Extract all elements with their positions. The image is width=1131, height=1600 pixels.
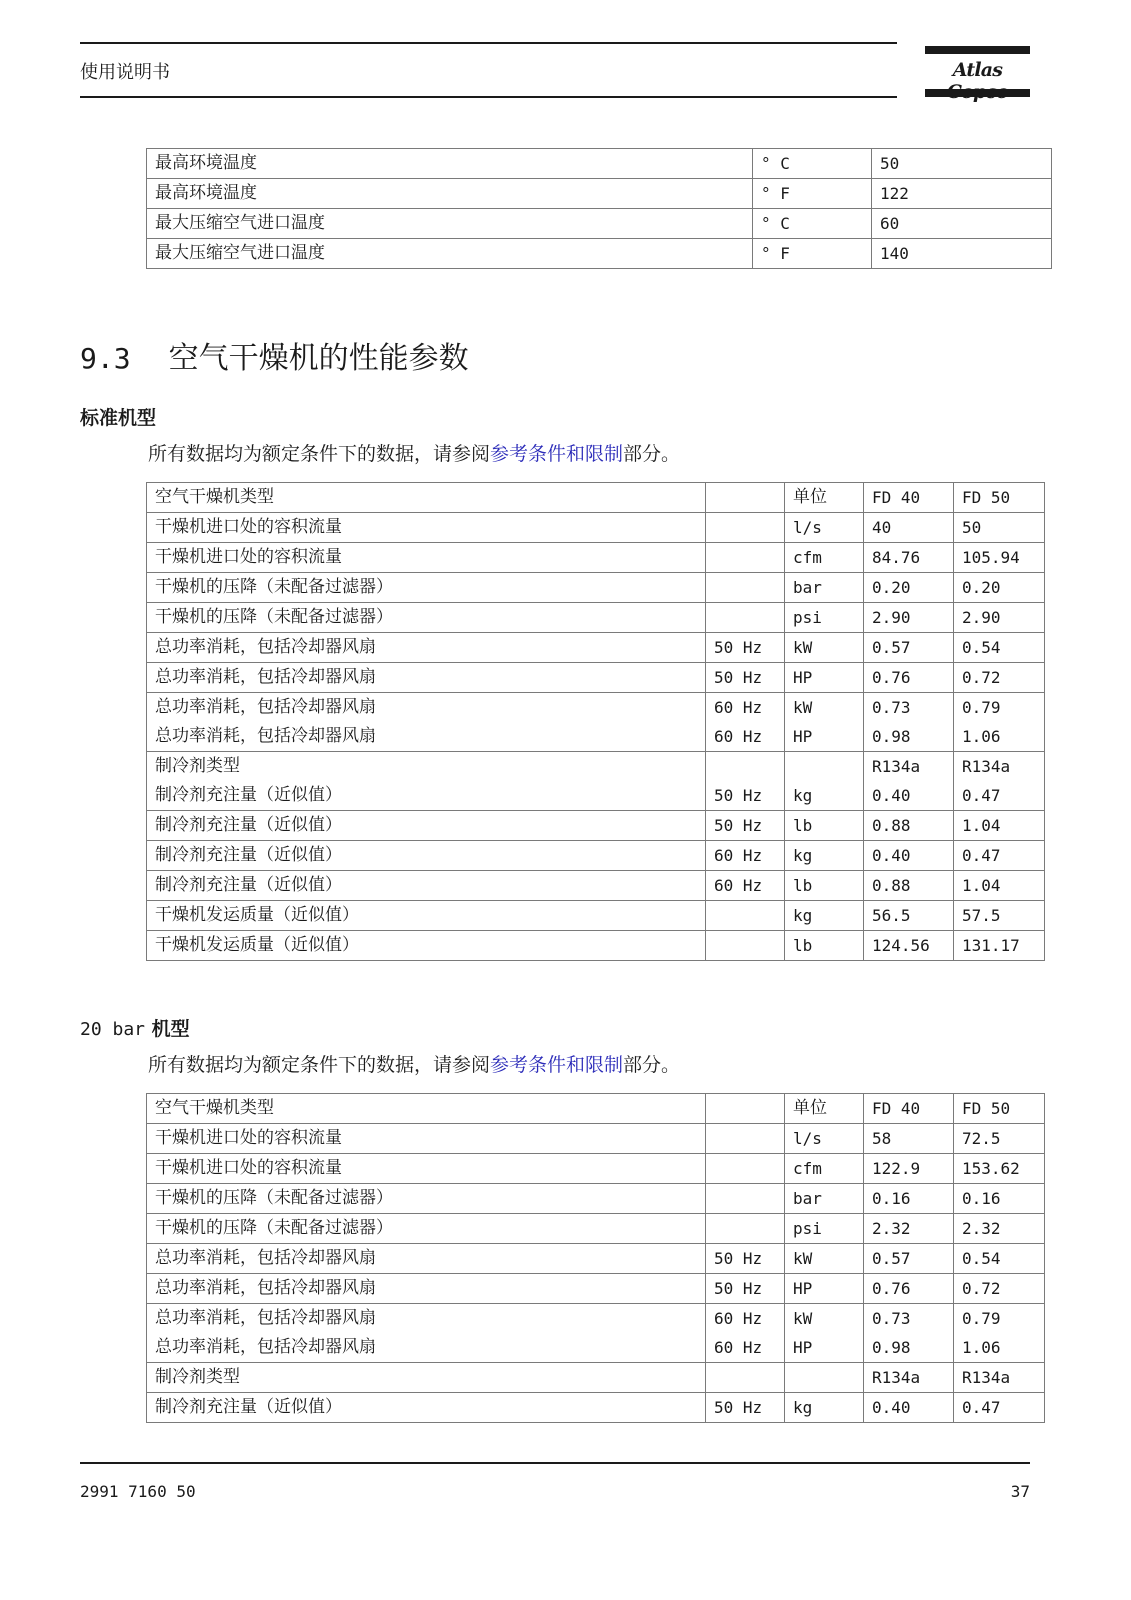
fd40-value-cell: FD 40 <box>864 1094 954 1124</box>
parameter-cell: 干燥机进口处的容积流量 <box>147 1124 706 1154</box>
fd50-value-cell: 57.5 <box>954 901 1045 931</box>
fd40-value-cell: 0.40 <box>864 841 954 871</box>
unit-cell: kg <box>785 781 864 811</box>
unit-cell: kg <box>785 841 864 871</box>
table-row <box>147 931 1045 961</box>
parameter-cell: 最高环境温度 <box>147 179 753 209</box>
env-temperature-table <box>146 148 1052 269</box>
unit-cell: HP <box>785 1333 864 1363</box>
frequency-cell: 50 Hz <box>706 633 785 663</box>
parameter-cell: 最高环境温度 <box>147 149 753 179</box>
frequency-cell <box>706 513 785 543</box>
parameter-cell: 制冷剂充注量（近似值） <box>147 871 706 901</box>
table-row <box>147 781 1045 811</box>
logo-wordmark: Atlas <box>952 59 1003 81</box>
table-row <box>147 752 1045 782</box>
unit-cell: 单位 <box>785 1094 864 1124</box>
fd50-value-cell: 2.32 <box>954 1214 1045 1244</box>
unit-cell: HP <box>785 663 864 693</box>
fd50-value-cell: 0.54 <box>954 633 1045 663</box>
parameter-cell: 制冷剂类型 <box>147 752 706 782</box>
bar20-heading-prefix: 20 bar <box>80 1019 146 1040</box>
bar20-heading-suffix: 机型 <box>145 1018 190 1040</box>
unit-cell: ° F <box>753 179 872 209</box>
table-row <box>147 603 1045 633</box>
unit-cell: ° C <box>753 149 872 179</box>
frequency-cell <box>706 603 785 633</box>
unit-cell: bar <box>785 1184 864 1214</box>
fd50-value-cell: 0.47 <box>954 1393 1045 1423</box>
fd40-value-cell: 0.76 <box>864 663 954 693</box>
table-row <box>147 811 1045 841</box>
frequency-cell <box>706 1124 785 1154</box>
frequency-cell: 50 Hz <box>706 1274 785 1304</box>
value-cell: 60 <box>872 209 1052 239</box>
section-number: 9.3 <box>80 342 131 375</box>
unit-cell: 单位 <box>785 483 864 513</box>
fd40-value-cell: 0.98 <box>864 722 954 752</box>
value-cell: 122 <box>872 179 1052 209</box>
document-title: 使用说明书 <box>80 62 170 83</box>
fd40-value-cell: R134a <box>864 1363 954 1393</box>
table-row <box>147 483 1045 513</box>
unit-cell: cfm <box>785 1154 864 1184</box>
fd50-value-cell: R134a <box>954 752 1045 782</box>
unit-cell: psi <box>785 1214 864 1244</box>
fd50-value-cell: 0.79 <box>954 693 1045 723</box>
document-number: 2991 7160 50 <box>80 1482 196 1501</box>
parameter-cell: 干燥机的压降（未配备过滤器） <box>147 1214 706 1244</box>
parameter-cell: 干燥机进口处的容积流量 <box>147 543 706 573</box>
parameter-cell: 总功率消耗，包括冷却器风扇 <box>147 633 706 663</box>
frequency-cell <box>706 483 785 513</box>
unit-cell: kW <box>785 633 864 663</box>
fd40-value-cell: 2.90 <box>864 603 954 633</box>
table-row <box>147 1274 1045 1304</box>
parameter-cell: 总功率消耗，包括冷却器风扇 <box>147 722 706 752</box>
note-text-end: 部分。 <box>623 443 681 465</box>
fd40-value-cell: 0.20 <box>864 573 954 603</box>
value-cell: 50 <box>872 149 1052 179</box>
table-row <box>147 1363 1045 1393</box>
note-text: 所有数据均为额定条件下的数据，请参阅 <box>148 443 491 465</box>
standard-performance-table <box>146 482 1045 961</box>
table-row <box>147 663 1045 693</box>
parameter-cell: 制冷剂充注量（近似值） <box>147 781 706 811</box>
table-row <box>147 1124 1045 1154</box>
frequency-cell <box>706 1214 785 1244</box>
fd40-value-cell: 0.88 <box>864 871 954 901</box>
fd50-value-cell: 1.06 <box>954 1333 1045 1363</box>
section-heading <box>80 333 469 377</box>
table-row <box>147 1304 1045 1334</box>
frequency-cell: 60 Hz <box>706 722 785 752</box>
fd40-value-cell: 0.76 <box>864 1274 954 1304</box>
frequency-cell <box>706 931 785 961</box>
unit-cell <box>785 752 864 782</box>
frequency-cell: 60 Hz <box>706 1333 785 1363</box>
parameter-cell: 干燥机的压降（未配备过滤器） <box>147 603 706 633</box>
parameter-cell: 空气干燥机类型 <box>147 1094 706 1124</box>
unit-cell: l/s <box>785 513 864 543</box>
fd50-value-cell: 0.79 <box>954 1304 1045 1334</box>
unit-cell: kg <box>785 901 864 931</box>
table-row <box>147 1393 1045 1423</box>
frequency-cell <box>706 1363 785 1393</box>
table-row <box>147 1244 1045 1274</box>
parameter-cell: 干燥机发运质量（近似值） <box>147 901 706 931</box>
fd50-value-cell: 0.47 <box>954 841 1045 871</box>
fd50-value-cell: 0.72 <box>954 1274 1045 1304</box>
fd40-value-cell: 122.9 <box>864 1154 954 1184</box>
table-row <box>147 543 1045 573</box>
fd40-value-cell: FD 40 <box>864 483 954 513</box>
page-number: 37 <box>1010 1482 1030 1501</box>
fd40-value-cell: 0.57 <box>864 1244 954 1274</box>
table-row <box>147 633 1045 663</box>
parameter-cell: 总功率消耗，包括冷却器风扇 <box>147 1274 706 1304</box>
table-row <box>147 513 1045 543</box>
parameter-cell: 制冷剂充注量（近似值） <box>147 841 706 871</box>
table-row <box>147 1154 1045 1184</box>
parameter-cell: 总功率消耗，包括冷却器风扇 <box>147 663 706 693</box>
frequency-cell: 60 Hz <box>706 693 785 723</box>
value-cell: 140 <box>872 239 1052 269</box>
fd40-value-cell: 0.16 <box>864 1184 954 1214</box>
fd40-value-cell: 0.40 <box>864 1393 954 1423</box>
fd40-value-cell: 0.98 <box>864 1333 954 1363</box>
parameter-cell: 总功率消耗，包括冷却器风扇 <box>147 1244 706 1274</box>
frequency-cell <box>706 1154 785 1184</box>
parameter-cell: 干燥机进口处的容积流量 <box>147 513 706 543</box>
section-title: 空气干燥机的性能参数 <box>168 341 469 376</box>
atlas-copco-logo <box>925 46 1030 98</box>
header-rule-bottom <box>80 96 897 98</box>
reference-conditions-link[interactable]: 参考条件和限制 <box>490 1054 624 1076</box>
unit-cell: ° C <box>753 209 872 239</box>
note-text-end: 部分。 <box>623 1054 681 1076</box>
unit-cell: cfm <box>785 543 864 573</box>
standard-model-note <box>148 439 680 466</box>
unit-cell: kW <box>785 1244 864 1274</box>
table-row <box>147 841 1045 871</box>
frequency-cell <box>706 752 785 782</box>
frequency-cell: 60 Hz <box>706 841 785 871</box>
table-row <box>147 1184 1045 1214</box>
fd50-value-cell: R134a <box>954 1363 1045 1393</box>
fd50-value-cell: 1.06 <box>954 722 1045 752</box>
fd40-value-cell: 40 <box>864 513 954 543</box>
parameter-cell: 干燥机的压降（未配备过滤器） <box>147 1184 706 1214</box>
frequency-cell <box>706 1094 785 1124</box>
header-rule-top <box>80 42 897 44</box>
parameter-cell: 最大压缩空气进口温度 <box>147 239 753 269</box>
fd50-value-cell: 50 <box>954 513 1045 543</box>
fd50-value-cell: 72.5 <box>954 1124 1045 1154</box>
standard-model-heading: 标准机型 <box>80 407 157 429</box>
unit-cell: kW <box>785 693 864 723</box>
parameter-cell: 制冷剂类型 <box>147 1363 706 1393</box>
fd50-value-cell: 1.04 <box>954 871 1045 901</box>
unit-cell: kg <box>785 1393 864 1423</box>
parameter-cell: 总功率消耗，包括冷却器风扇 <box>147 693 706 723</box>
fd40-value-cell: 56.5 <box>864 901 954 931</box>
bar20-performance-table <box>146 1093 1045 1423</box>
fd50-value-cell: 105.94 <box>954 543 1045 573</box>
note-text: 所有数据均为额定条件下的数据，请参阅 <box>148 1054 491 1076</box>
frequency-cell: 50 Hz <box>706 811 785 841</box>
env-table-body <box>147 149 1052 269</box>
bar20-model-note <box>148 1050 680 1077</box>
fd50-value-cell: 0.16 <box>954 1184 1045 1214</box>
fd50-value-cell: 0.54 <box>954 1244 1045 1274</box>
frequency-cell: 50 Hz <box>706 663 785 693</box>
table-row <box>147 239 1052 269</box>
frequency-cell <box>706 543 785 573</box>
table-row <box>147 209 1052 239</box>
parameter-cell: 最大压缩空气进口温度 <box>147 209 753 239</box>
reference-conditions-link[interactable]: 参考条件和限制 <box>490 443 624 465</box>
frequency-cell: 50 Hz <box>706 1244 785 1274</box>
parameter-cell: 制冷剂充注量（近似值） <box>147 811 706 841</box>
bar20-model-heading <box>80 1014 190 1041</box>
frequency-cell: 60 Hz <box>706 1304 785 1334</box>
unit-cell: HP <box>785 722 864 752</box>
table-row <box>147 722 1045 752</box>
table-row <box>147 1214 1045 1244</box>
unit-cell: lb <box>785 811 864 841</box>
fd40-value-cell: 124.56 <box>864 931 954 961</box>
frequency-cell: 50 Hz <box>706 781 785 811</box>
frequency-cell <box>706 1184 785 1214</box>
unit-cell: ° F <box>753 239 872 269</box>
unit-cell <box>785 1363 864 1393</box>
table-row <box>147 149 1052 179</box>
table-row <box>147 573 1045 603</box>
parameter-cell: 总功率消耗，包括冷却器风扇 <box>147 1333 706 1363</box>
parameter-cell: 空气干燥机类型 <box>147 483 706 513</box>
fd40-value-cell: 2.32 <box>864 1214 954 1244</box>
table-row <box>147 179 1052 209</box>
fd50-value-cell: FD 50 <box>954 483 1045 513</box>
fd40-value-cell: 0.73 <box>864 693 954 723</box>
unit-cell: kW <box>785 1304 864 1334</box>
frequency-cell <box>706 901 785 931</box>
fd50-value-cell: 0.20 <box>954 573 1045 603</box>
fd40-value-cell: 84.76 <box>864 543 954 573</box>
parameter-cell: 制冷剂充注量（近似值） <box>147 1393 706 1423</box>
frequency-cell <box>706 573 785 603</box>
table-row <box>147 693 1045 723</box>
table-row <box>147 901 1045 931</box>
fd50-value-cell: 1.04 <box>954 811 1045 841</box>
fd40-value-cell: 58 <box>864 1124 954 1154</box>
fd50-value-cell: 0.47 <box>954 781 1045 811</box>
table-row <box>147 1094 1045 1124</box>
parameter-cell: 干燥机发运质量（近似值） <box>147 931 706 961</box>
fd40-value-cell: 0.73 <box>864 1304 954 1334</box>
unit-cell: HP <box>785 1274 864 1304</box>
unit-cell: lb <box>785 931 864 961</box>
frequency-cell: 50 Hz <box>706 1393 785 1423</box>
footer-rule <box>80 1462 1030 1464</box>
fd50-value-cell: 0.72 <box>954 663 1045 693</box>
unit-cell: l/s <box>785 1124 864 1154</box>
fd50-value-cell: 131.17 <box>954 931 1045 961</box>
unit-cell: bar <box>785 573 864 603</box>
fd40-value-cell: 0.57 <box>864 633 954 663</box>
fd50-value-cell: 153.62 <box>954 1154 1045 1184</box>
unit-cell: psi <box>785 603 864 633</box>
fd50-value-cell: 2.90 <box>954 603 1045 633</box>
bar20-table-body <box>147 1094 1045 1423</box>
table-row <box>147 1333 1045 1363</box>
fd40-value-cell: 0.88 <box>864 811 954 841</box>
standard-table-body <box>147 483 1045 961</box>
parameter-cell: 干燥机进口处的容积流量 <box>147 1154 706 1184</box>
fd50-value-cell: FD 50 <box>954 1094 1045 1124</box>
parameter-cell: 干燥机的压降（未配备过滤器） <box>147 573 706 603</box>
fd40-value-cell: R134a <box>864 752 954 782</box>
unit-cell: lb <box>785 871 864 901</box>
frequency-cell: 60 Hz <box>706 871 785 901</box>
table-row <box>147 871 1045 901</box>
parameter-cell: 总功率消耗，包括冷却器风扇 <box>147 1304 706 1334</box>
fd40-value-cell: 0.40 <box>864 781 954 811</box>
